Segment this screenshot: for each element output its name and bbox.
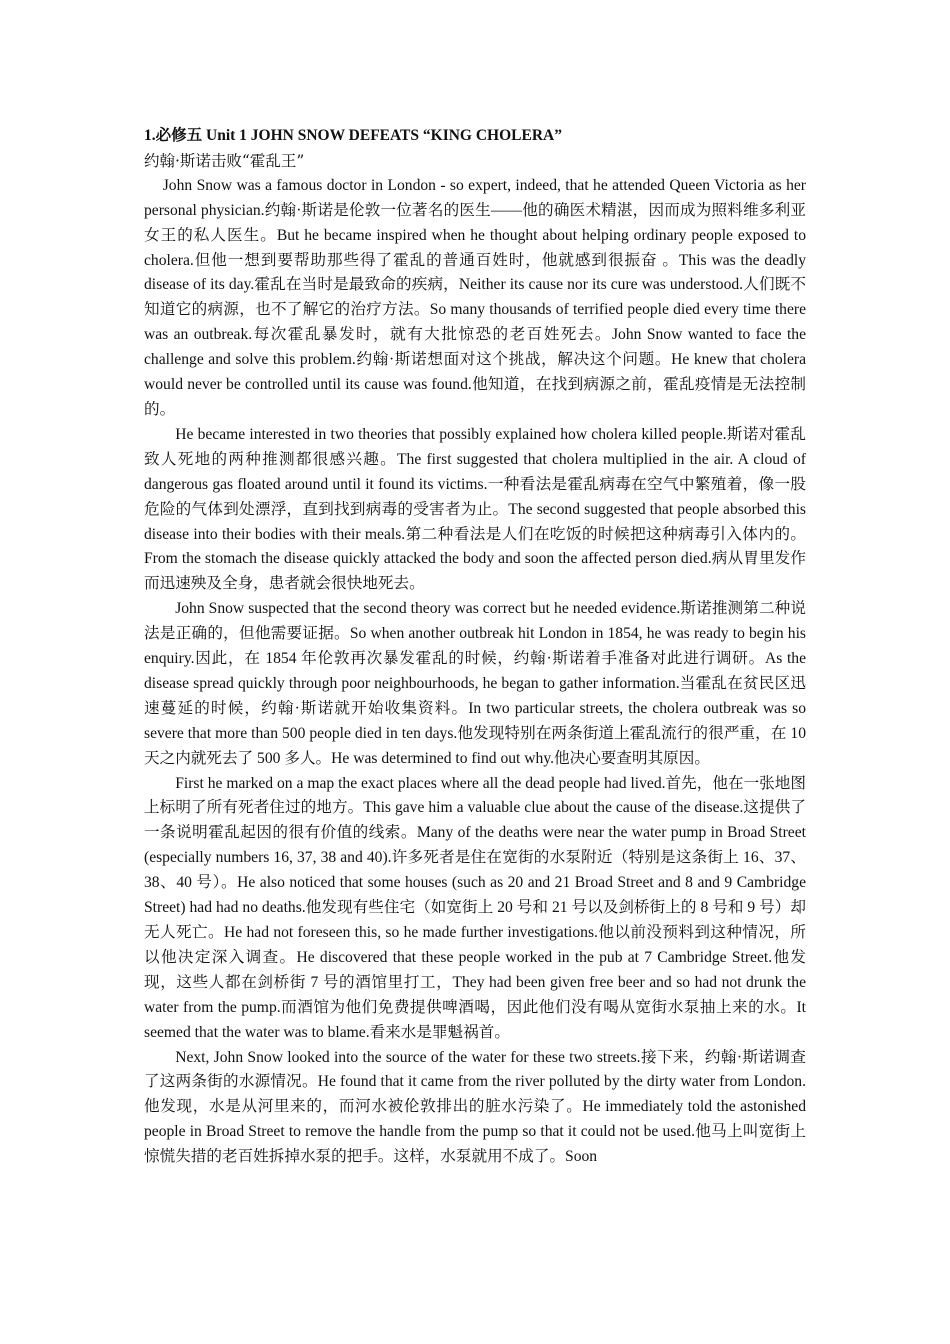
paragraph-5: Next, John Snow looked into the source of the water for these two streets.接下来，约翰·斯诺调查了这两条街的水源情况。He found that it came from the river polluted by the dirty water from London.他发现，水是从河里来的，而河水被伦敦排出的脏水污染了。He immediately told the astonished people in Broad Street to remove the handle from the pump so that it could not be used.他马上叫宽街上惊慌失措的老百姓拆掉水泵的把手。这样，水泵就用不成了。Soon (144, 1048, 806, 1166)
paragraph-4: First he marked on a map the exact places where all the dead people had lived.首先，他在一张地图上标明了所有死者住过的地方。This gave him a valuable clue about the cause of the disease.这提供了一条说明霍乱起因的很有价值的线索。Many of the deaths were near the water pump in Broad Street (especially numbers 16, 37, 38 and 40).许多死者是住在宽街的水泵附近（特别是这条街上 16、37、38、40 号）。He also noticed that some houses (such as 20 and 21 Broad Street and 8 and 9 Cambridge Street) had had no deaths.他发现有些住宅（如宽街上 20 号和 21 号以及剑桥街上的 8 号和 9 号）却无人死亡。He had not foreseen this, so he made further investigations.他以前没预料到这种情况，所以他决定深入调查。He discovered that these people worked in the pub at 7 Cambridge Street.他发现，这些人都在剑桥街 7 号的酒馆里打工，They had been given free beer and so had not drunk the water from the pump.而酒馆为他们免费提供啤酒喝，因此他们没有喝从宽街水泵抽上来的水。It seemed that the water was to blame.看来水是罪魁祸首。 (144, 774, 806, 1041)
paragraph-1: John Snow was a famous doctor in London - so expert, indeed, that he attended Queen Victoria as her personal physician.约翰·斯诺是伦敦一位著名的医生——他的确医术精湛，因而成为照料维多利亚女王的私人医生。But he became inspired when he thought about helping ordinary people exposed to cholera.但他一想到要帮助那些得了霍乱的普通百姓时，他就感到很振奋 。This was the deadly disease of its day.霍乱在当时是最致命的疾病，Neither its cause nor its cure was understood.人们既不知道它的病源，也不了解它的治疗方法。So many thousands of terrified people died every time there was an outbreak.每次霍乱暴发时，就有大批惊恐的老百姓死去。John Snow wanted to face the challenge and solve this problem.约翰·斯诺想面对这个挑战，解决这个问题。He knew that cholera would never be controlled until its cause was found.他知道，在找到病源之前，霍乱疫情是无法控制的。 (144, 176, 806, 418)
document-subtitle: 约翰·斯诺击败“霍乱王” (144, 151, 305, 170)
paragraph-2: He became interested in two theories that possibly explained how cholera killed people.斯诺对霍乱致人死地的两种推测都很感兴趣。The first suggested that cholera multiplied in the air. A cloud of dangerous gas floated around until it found its victims.一种看法是霍乱病毒在空气中繁殖着，像一股危险的气体到处漂浮，直到找到病毒的受害者为止。The second suggested that people absorbed this disease into their bodies with their meals.第二种看法是人们在吃饭的时候把这种病毒引入体内的。From the stomach the disease quickly attacked the body and soon the affected person died.病从胃里发作而迅速殃及全身，患者就会很快地死去。 (144, 425, 806, 593)
paragraph-3: John Snow suspected that the second theory was correct but he needed evidence.斯诺推测第二种说法是正确的，但他需要证据。So when another outbreak hit London in 1854, he was ready to begin his enquiry.因此，在 1854 年伦敦再次暴发霍乱的时候，约翰·斯诺着手准备对此进行调研。As the disease spread quickly through poor neighbourhoods, he began to gather information.当霍乱在贫民区迅速蔓延的时候，约翰·斯诺就开始收集资料。In two particular streets, the cholera outbreak was so severe that more than 500 people died in ten days.他发现特别在两条街道上霍乱流行的很严重，在 10 天之内就死去了 500 多人。He was determined to find out why.他决心要查明其原因。 (144, 600, 806, 767)
document-page (144, 124, 806, 1170)
document-title: 1.必修五 Unit 1 JOHN SNOW DEFEATS “KING CHOLERA” (144, 127, 562, 144)
